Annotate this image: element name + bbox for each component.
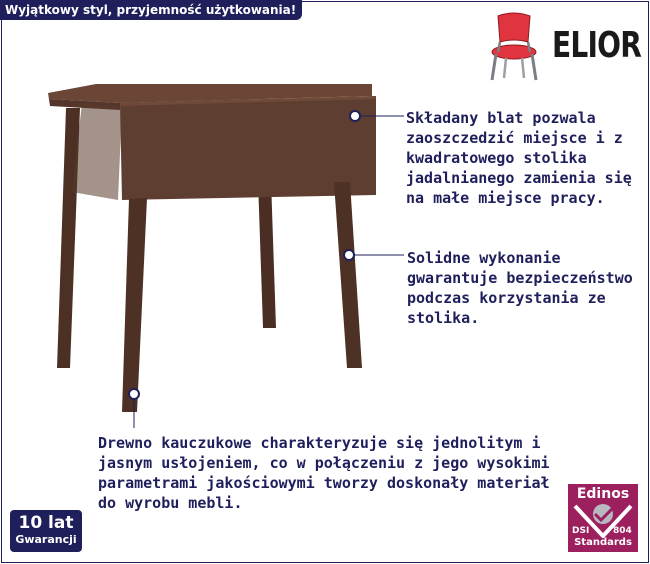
certificate-title: Edinos: [576, 486, 630, 502]
brand-name: ELIOR: [552, 25, 642, 66]
callout-folding-top: Składany blat pozwala zaoszczedzić miejsce i z kwadratowego stolika jadalnianego zamienia się na małe miejsce pracy.: [406, 109, 632, 207]
promo-banner: Wyjątkowy styl, przyjemność użytkowania!: [0, 0, 302, 20]
certificate-number: 804: [613, 526, 632, 536]
callout-solid-build: Solidne wykonanie gwarantuje bezpieczeństwo podczas korzystania ze stolika.: [407, 249, 633, 327]
warranty-label: Gwarancji: [15, 533, 77, 546]
certificate-prefix: DSI: [572, 526, 590, 536]
certificate-badge: [568, 484, 638, 552]
warranty-badge: [10, 510, 82, 552]
certificate-subtitle: Standards: [574, 537, 632, 548]
warranty-years: 10 lat: [18, 513, 74, 533]
callout-rubberwood: Drewno kauczukowe charakteryzuje się jednolitym i jasnym usłojeniem, co w połączeniu z jego wysokimi parametrami jakościowymi tworzy doskonały materiał do wyrobu mebli.: [98, 434, 550, 512]
